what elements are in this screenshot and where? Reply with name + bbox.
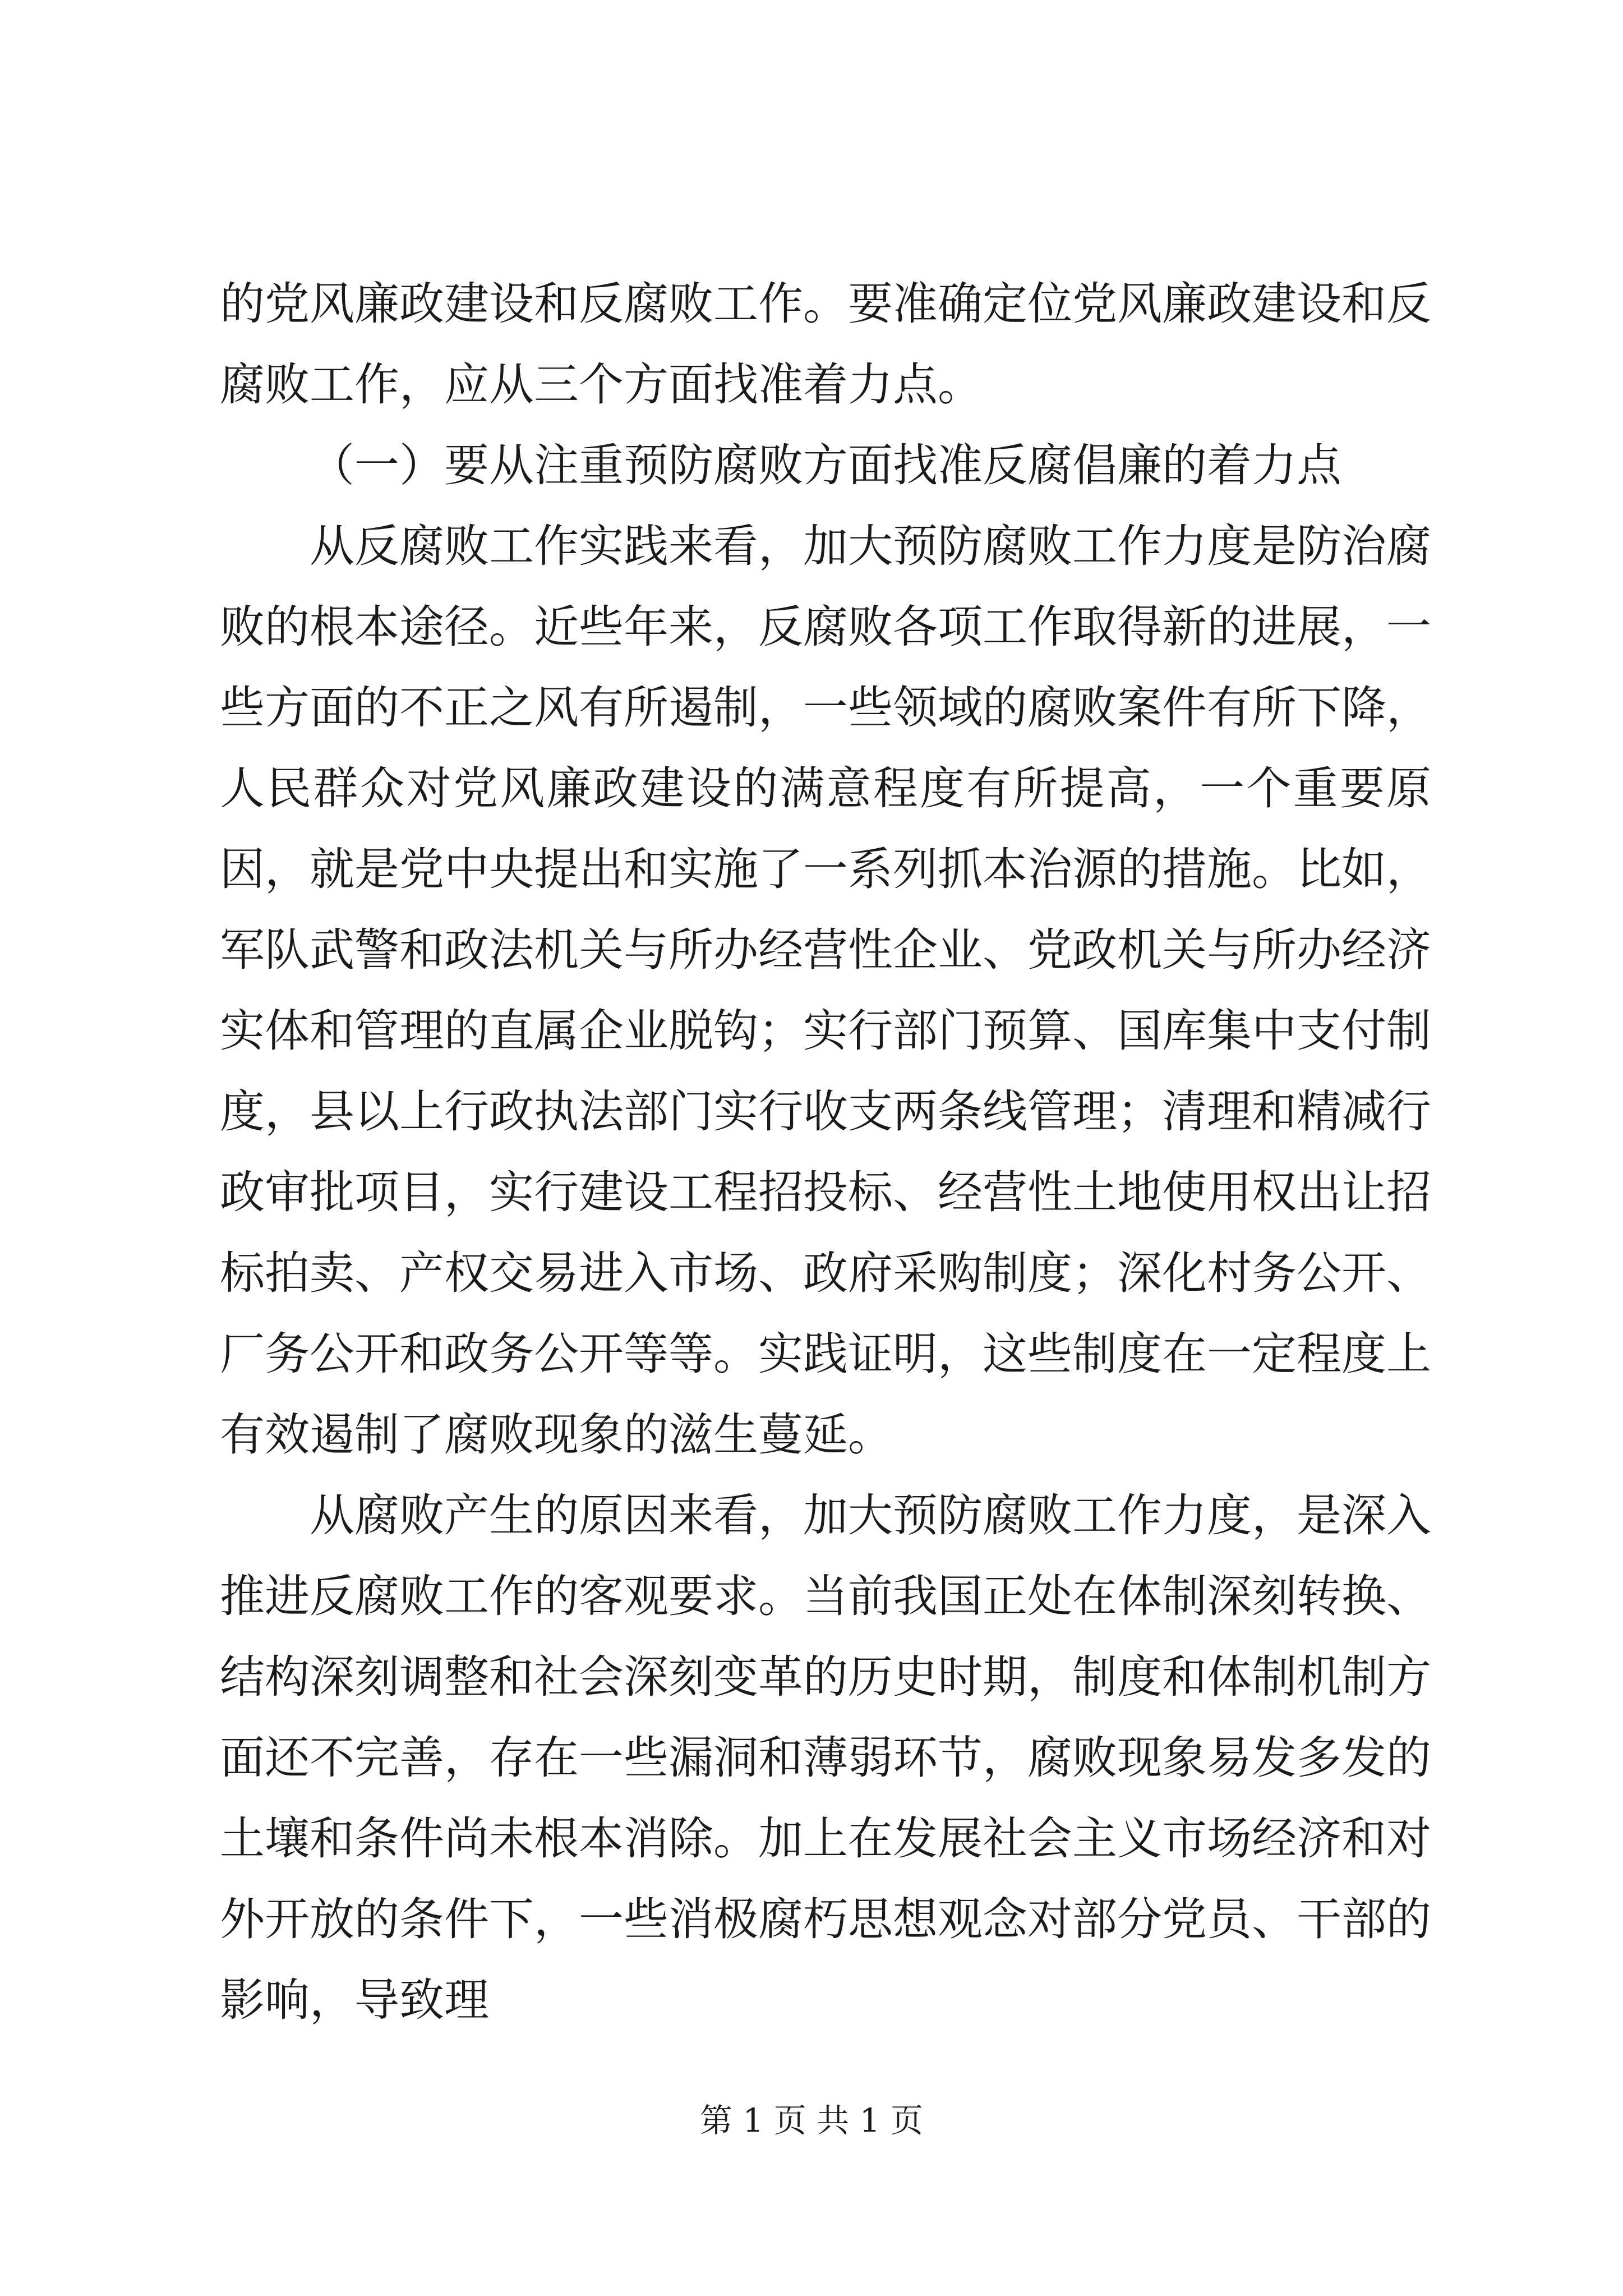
section-heading: （一）要从注重预防腐败方面找准反腐倡廉的着力点 xyxy=(310,439,1341,491)
page-footer: 第 1 页 共 1 页 xyxy=(700,2101,923,2139)
paragraph-continuation: 的党风廉政建设和反腐败工作。要准确定位党风廉政建设和反腐败工作，应从三个方面找准着力点。 xyxy=(220,278,1431,411)
paragraph: 从反腐败工作实践来看，加大预防腐败工作力度是防治腐败的根本途径。近些年来，反腐败各项工作取得新的进展，一些方面的不正之风有所遏制，一些领域的腐败案件有所下降，人民群众对党风廉政建设的满意程度有所提高，一个重要原因，就是党中央提出和实施了一系列抓本治源的措施。比如，军队武警和政法机关与所办经营性企业、党政机关与所办经济实体和管理的直属企业脱钩；实行部门预算、国库集中支付制度，县以上行政执法部门实行收支两条线管理；清理和精减行政审批项目，实行建设工程招投标、经营性土地使用权出让招标拍卖、产权交易进入市场、政府采购制度；深化村务公开、厂务公开和政务公开等等。实践证明，这些制度在一定程度上有效遏制了腐败现象的滋生蔓延。 xyxy=(220,520,1431,1461)
paragraph: 从腐败产生的原因来看，加大预防腐败工作力度，是深入推进反腐败工作的客观要求。当前我国正处在体制深刻转换、结构深刻调整和社会深刻变革的历史时期，制度和体制机制方面还不完善，存在一些漏洞和薄弱环节，腐败现象易发多发的土壤和条件尚未根本消除。加上在发展社会主义市场经济和对外开放的条件下，一些消极腐朽思想观念对部分党员、干部的影响，导致理 xyxy=(220,1489,1431,2026)
document-body xyxy=(220,264,1431,2041)
